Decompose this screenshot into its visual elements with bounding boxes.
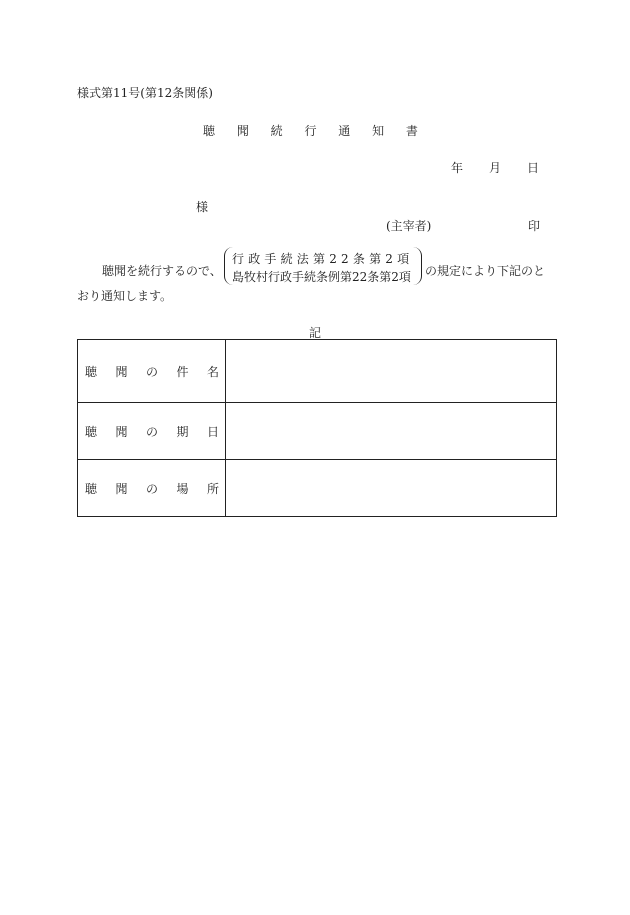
row-value-place: [226, 460, 557, 517]
row-value-date: [226, 403, 557, 460]
row-label-subject: 聴聞の件名: [78, 340, 226, 403]
recipient-suffix: 様: [196, 200, 209, 214]
date-day-label: 日: [526, 161, 539, 175]
law-option-2: 島牧村行政手続条例第22条第2項: [232, 270, 411, 284]
note-heading: 記: [308, 326, 321, 340]
body-text-lead: 聴聞を続行するので、: [102, 264, 222, 278]
seal-mark: 印: [528, 219, 541, 233]
law-option-1: 行政手続法第22条第2項: [232, 252, 414, 266]
body-text-tail: の規定により下記のと: [425, 264, 546, 278]
table-row: [78, 460, 557, 517]
document-title: 聴 聞 続 行 通 知 書: [203, 124, 427, 138]
row-value-subject: [226, 340, 557, 403]
presiding-officer-label: (主宰者): [386, 219, 432, 233]
details-table: [77, 339, 557, 517]
form-number: 様式第11号(第12条関係): [77, 86, 213, 100]
row-label-date: 聴聞の期日: [78, 403, 226, 460]
table-row: [78, 403, 557, 460]
date-line: [451, 159, 539, 176]
date-year-label: 年: [450, 161, 463, 175]
table-row: [78, 340, 557, 403]
row-label-place: 聴聞の場所: [78, 460, 226, 517]
date-month-label: 月: [488, 161, 501, 175]
body-text-line2: おり通知します。: [77, 289, 173, 303]
